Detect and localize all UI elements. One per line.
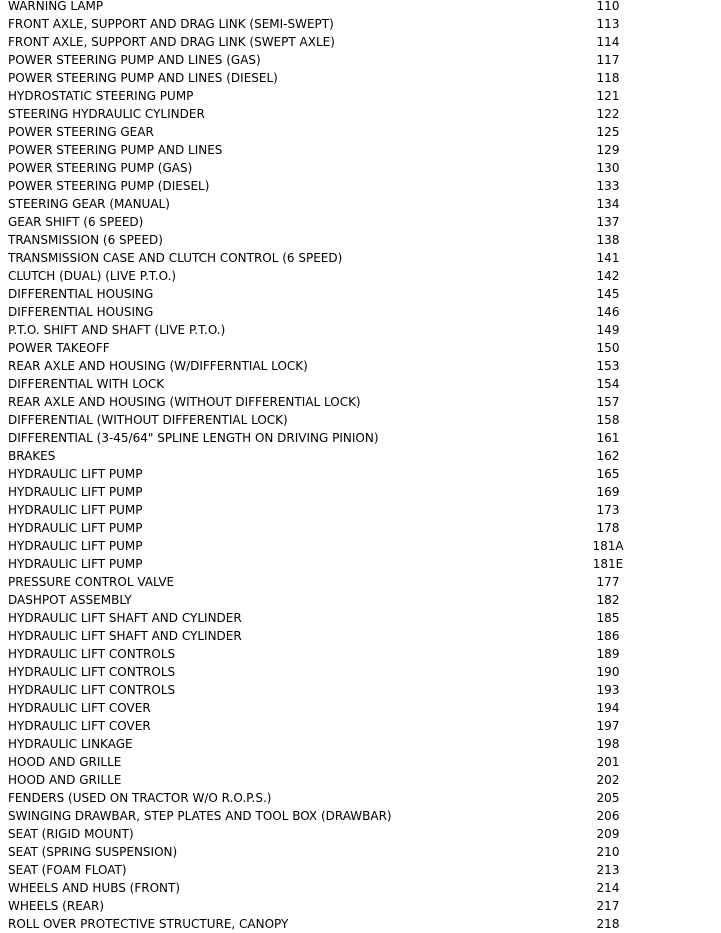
toc-entry-title[interactable]: POWER STEERING PUMP AND LINES	[8, 143, 223, 157]
toc-row[interactable]	[8, 807, 648, 825]
toc-page-number[interactable]: 206	[596, 809, 620, 823]
toc-row[interactable]	[8, 771, 648, 789]
toc-page-number[interactable]: 114	[596, 35, 620, 49]
toc-row[interactable]	[8, 357, 648, 375]
toc-row[interactable]	[8, 267, 648, 285]
toc-entry-title[interactable]: HYDRAULIC LIFT CONTROLS	[8, 683, 176, 697]
toc-page-number[interactable]: 125	[596, 125, 620, 139]
toc-page-number[interactable]: 110	[596, 0, 620, 13]
toc-page-number[interactable]: 205	[596, 791, 620, 805]
toc-rows	[8, 0, 648, 933]
toc-entry-title[interactable]: SEAT (RIGID MOUNT)	[8, 827, 134, 841]
toc-entry-title[interactable]: SEAT (SPRING SUSPENSION)	[8, 845, 178, 859]
toc-page-number[interactable]: 209	[596, 827, 620, 841]
toc-entry-title[interactable]: HYDRAULIC LIFT CONTROLS	[8, 647, 176, 661]
toc-page-number[interactable]: 117	[596, 53, 620, 67]
toc-page-number[interactable]: 178	[596, 521, 620, 535]
toc-entry-title[interactable]: HYDRAULIC LIFT SHAFT AND CYLINDER	[8, 611, 242, 625]
toc-entry-title[interactable]: HYDRAULIC LIFT PUMP	[8, 557, 143, 571]
toc-row[interactable]	[8, 573, 648, 591]
toc-row[interactable]	[8, 501, 648, 519]
toc-page-number[interactable]: 182	[596, 593, 620, 607]
toc-page-number[interactable]: 145	[596, 287, 620, 301]
toc-page-number[interactable]: 142	[596, 269, 620, 283]
toc-page-number[interactable]: 134	[596, 197, 620, 211]
toc-entry-title[interactable]: HYDRAULIC LIFT SHAFT AND CYLINDER	[8, 629, 242, 643]
toc-page-number[interactable]: 165	[596, 467, 620, 481]
toc-entry-title[interactable]: PRESSURE CONTROL VALVE	[8, 575, 175, 589]
toc-entry-title[interactable]: SEAT (FOAM FLOAT)	[8, 863, 127, 877]
toc-entry-title[interactable]: WHEELS (REAR)	[8, 899, 104, 913]
toc-page-number[interactable]: 210	[596, 845, 620, 859]
toc-page-number[interactable]: 141	[596, 251, 620, 265]
toc-row[interactable]	[8, 681, 648, 699]
toc-entry-title[interactable]: ROLL OVER PROTECTIVE STRUCTURE, CANOPY	[8, 917, 289, 931]
toc-page-number[interactable]: 201	[596, 755, 620, 769]
toc-row[interactable]	[8, 69, 648, 87]
toc-entry-title[interactable]: REAR AXLE AND HOUSING (W/DIFFERNTIAL LOCK)	[8, 359, 308, 373]
toc-row[interactable]	[8, 231, 648, 249]
toc-row[interactable]	[8, 375, 648, 393]
toc-row[interactable]	[8, 699, 648, 717]
toc-row[interactable]	[8, 735, 648, 753]
toc-page-number[interactable]: 138	[596, 233, 620, 247]
toc-entry-title[interactable]: HYDROSTATIC STEERING PUMP	[8, 89, 194, 103]
toc-page-number[interactable]: 213	[596, 863, 620, 877]
toc-page-number[interactable]: 121	[596, 89, 620, 103]
toc-entry-title[interactable]: CLUTCH (DUAL) (LIVE P.T.O.)	[8, 269, 177, 283]
toc-page-number[interactable]: 197	[596, 719, 620, 733]
toc-row[interactable]	[8, 465, 648, 483]
toc-entry-title[interactable]: HYDRAULIC LIFT PUMP	[8, 503, 143, 517]
toc-row[interactable]	[8, 843, 648, 861]
toc-entry-title[interactable]: HYDRAULIC LIFT PUMP	[8, 485, 143, 499]
toc-page-number[interactable]: 194	[596, 701, 620, 715]
toc-entry-title[interactable]: REAR AXLE AND HOUSING (WITHOUT DIFFERENTIAL LOCK)	[8, 395, 361, 409]
toc-entry-title[interactable]: HYDRAULIC LIFT COVER	[8, 719, 151, 733]
toc-row[interactable]	[8, 861, 648, 879]
toc-page-number[interactable]: 133	[596, 179, 620, 193]
toc-page-number[interactable]: 146	[596, 305, 620, 319]
toc-entry-title[interactable]: TRANSMISSION CASE AND CLUTCH CONTROL (6 SPEED)	[8, 251, 343, 265]
toc-page-number[interactable]: 162	[596, 449, 620, 463]
toc-row[interactable]	[8, 897, 648, 915]
toc-row[interactable]	[8, 33, 648, 51]
toc-entry-title[interactable]: DIFFERENTIAL HOUSING	[8, 305, 154, 319]
toc-row[interactable]	[8, 609, 648, 627]
toc-entry-title[interactable]: DASHPOT ASSEMBLY	[8, 593, 132, 607]
toc-row[interactable]	[8, 645, 648, 663]
toc-entry-title[interactable]: POWER TAKEOFF	[8, 341, 110, 355]
toc-page-number[interactable]: 186	[596, 629, 620, 643]
toc-entry-title[interactable]: HYDRAULIC LIFT PUMP	[8, 467, 143, 481]
toc-page-number[interactable]: 190	[596, 665, 620, 679]
toc-page-number[interactable]: 161	[596, 431, 620, 445]
toc-entry-title[interactable]: FRONT AXLE, SUPPORT AND DRAG LINK (SEMI-SWEPT)	[8, 17, 334, 31]
toc-entry-title[interactable]: DIFFERENTIAL (3-45/64" SPLINE LENGTH ON DRIVING PINION)	[8, 431, 379, 445]
toc-page-number[interactable]: 173	[596, 503, 620, 517]
toc-row[interactable]	[8, 15, 648, 33]
toc-entry-title[interactable]: STEERING HYDRAULIC CYLINDER	[8, 107, 205, 121]
toc-row[interactable]	[8, 411, 648, 429]
toc-page-number[interactable]: 157	[596, 395, 620, 409]
toc-entry-title[interactable]: HYDRAULIC LIFT PUMP	[8, 539, 143, 553]
toc-row[interactable]	[8, 321, 648, 339]
toc-entry-title[interactable]: GEAR SHIFT (6 SPEED)	[8, 215, 144, 229]
toc-entry-title[interactable]: HYDRAULIC LIFT PUMP	[8, 521, 143, 535]
toc-page-number[interactable]: 158	[596, 413, 620, 427]
toc-row[interactable]	[8, 105, 648, 123]
toc-row[interactable]	[8, 123, 648, 141]
toc-row[interactable]	[8, 825, 648, 843]
toc-page-number[interactable]: 214	[596, 881, 620, 895]
toc-row[interactable]	[8, 303, 648, 321]
toc-row[interactable]	[8, 177, 648, 195]
toc-entry-title[interactable]: DIFFERENTIAL WITH LOCK	[8, 377, 165, 391]
toc-row[interactable]	[8, 87, 648, 105]
toc-entry-title[interactable]: POWER STEERING GEAR	[8, 125, 154, 139]
toc-row[interactable]	[8, 0, 648, 15]
toc-entry-title[interactable]: FRONT AXLE, SUPPORT AND DRAG LINK (SWEPT AXLE)	[8, 35, 335, 49]
toc-page-number[interactable]: 153	[596, 359, 620, 373]
toc-page-number[interactable]: 193	[596, 683, 620, 697]
toc-page-number[interactable]: 113	[596, 17, 620, 31]
toc-page-number[interactable]: 198	[596, 737, 620, 751]
toc-entry-title[interactable]: STEERING GEAR (MANUAL)	[8, 197, 170, 211]
toc-row[interactable]	[8, 141, 648, 159]
toc-page-number[interactable]: 129	[596, 143, 620, 157]
toc-row[interactable]	[8, 663, 648, 681]
toc-row[interactable]	[8, 627, 648, 645]
toc-entry-title[interactable]: POWER STEERING PUMP AND LINES (GAS)	[8, 53, 261, 67]
toc-entry-title[interactable]: DIFFERENTIAL (WITHOUT DIFFERENTIAL LOCK)	[8, 413, 288, 427]
toc-entry-title[interactable]: DIFFERENTIAL HOUSING	[8, 287, 154, 301]
toc-entry-title[interactable]: SWINGING DRAWBAR, STEP PLATES AND TOOL BOX (DRAWBAR)	[8, 809, 392, 823]
toc-row[interactable]	[8, 429, 648, 447]
toc-row[interactable]	[8, 519, 648, 537]
toc-page-number[interactable]: 202	[596, 773, 620, 787]
toc-row[interactable]	[8, 789, 648, 807]
toc-page-number[interactable]: 137	[596, 215, 620, 229]
toc-page-number[interactable]: 177	[596, 575, 620, 589]
toc-entry-title[interactable]: HOOD AND GRILLE	[8, 773, 122, 787]
toc-entry-title[interactable]: POWER STEERING PUMP AND LINES (DIESEL)	[8, 71, 278, 85]
toc-row[interactable]	[8, 591, 648, 609]
toc-page-number[interactable]: 122	[596, 107, 620, 121]
toc-entry-title[interactable]: WARNING LAMP	[8, 0, 104, 13]
toc-row[interactable]	[8, 753, 648, 771]
toc-page-number[interactable]: 169	[596, 485, 620, 499]
toc-entry-title[interactable]: HOOD AND GRILLE	[8, 755, 122, 769]
toc-row[interactable]	[8, 447, 648, 465]
toc-page-number[interactable]: 149	[596, 323, 620, 337]
toc-page-number[interactable]: 189	[596, 647, 620, 661]
toc-page-number[interactable]: 150	[596, 341, 620, 355]
toc-page-number[interactable]: 218	[596, 917, 620, 931]
toc-row[interactable]	[8, 915, 648, 933]
toc-row[interactable]	[8, 285, 648, 303]
toc-row[interactable]	[8, 879, 648, 897]
toc-row[interactable]	[8, 555, 648, 573]
toc-page-number[interactable]: 118	[596, 71, 620, 85]
toc-row[interactable]	[8, 537, 648, 555]
toc-entry-title[interactable]: P.T.O. SHIFT AND SHAFT (LIVE P.T.O.)	[8, 323, 226, 337]
toc-row[interactable]	[8, 159, 648, 177]
toc-entry-title[interactable]: TRANSMISSION (6 SPEED)	[8, 233, 163, 247]
toc-page-number[interactable]: 181A	[592, 539, 624, 553]
toc-entry-title[interactable]: HYDRAULIC LIFT CONTROLS	[8, 665, 176, 679]
toc-entry-title[interactable]: HYDRAULIC LIFT COVER	[8, 701, 151, 715]
toc-entry-title[interactable]: POWER STEERING PUMP (DIESEL)	[8, 179, 210, 193]
toc-page-number[interactable]: 181E	[592, 557, 624, 571]
toc-row[interactable]	[8, 213, 648, 231]
table-of-contents	[8, 0, 648, 933]
toc-row[interactable]	[8, 339, 648, 357]
toc-row[interactable]	[8, 249, 648, 267]
toc-entry-title[interactable]: POWER STEERING PUMP (GAS)	[8, 161, 193, 175]
toc-row[interactable]	[8, 51, 648, 69]
toc-page-number[interactable]: 154	[596, 377, 620, 391]
toc-page-number[interactable]: 130	[596, 161, 620, 175]
toc-entry-title[interactable]: HYDRAULIC LINKAGE	[8, 737, 133, 751]
toc-entry-title[interactable]: WHEELS AND HUBS (FRONT)	[8, 881, 181, 895]
toc-row[interactable]	[8, 717, 648, 735]
toc-row[interactable]	[8, 393, 648, 411]
toc-page-number[interactable]: 185	[596, 611, 620, 625]
toc-page-number[interactable]: 217	[596, 899, 620, 913]
toc-row[interactable]	[8, 483, 648, 501]
toc-row[interactable]	[8, 195, 648, 213]
toc-entry-title[interactable]: FENDERS (USED ON TRACTOR W/O R.O.P.S.)	[8, 791, 272, 805]
toc-entry-title[interactable]: BRAKES	[8, 449, 56, 463]
